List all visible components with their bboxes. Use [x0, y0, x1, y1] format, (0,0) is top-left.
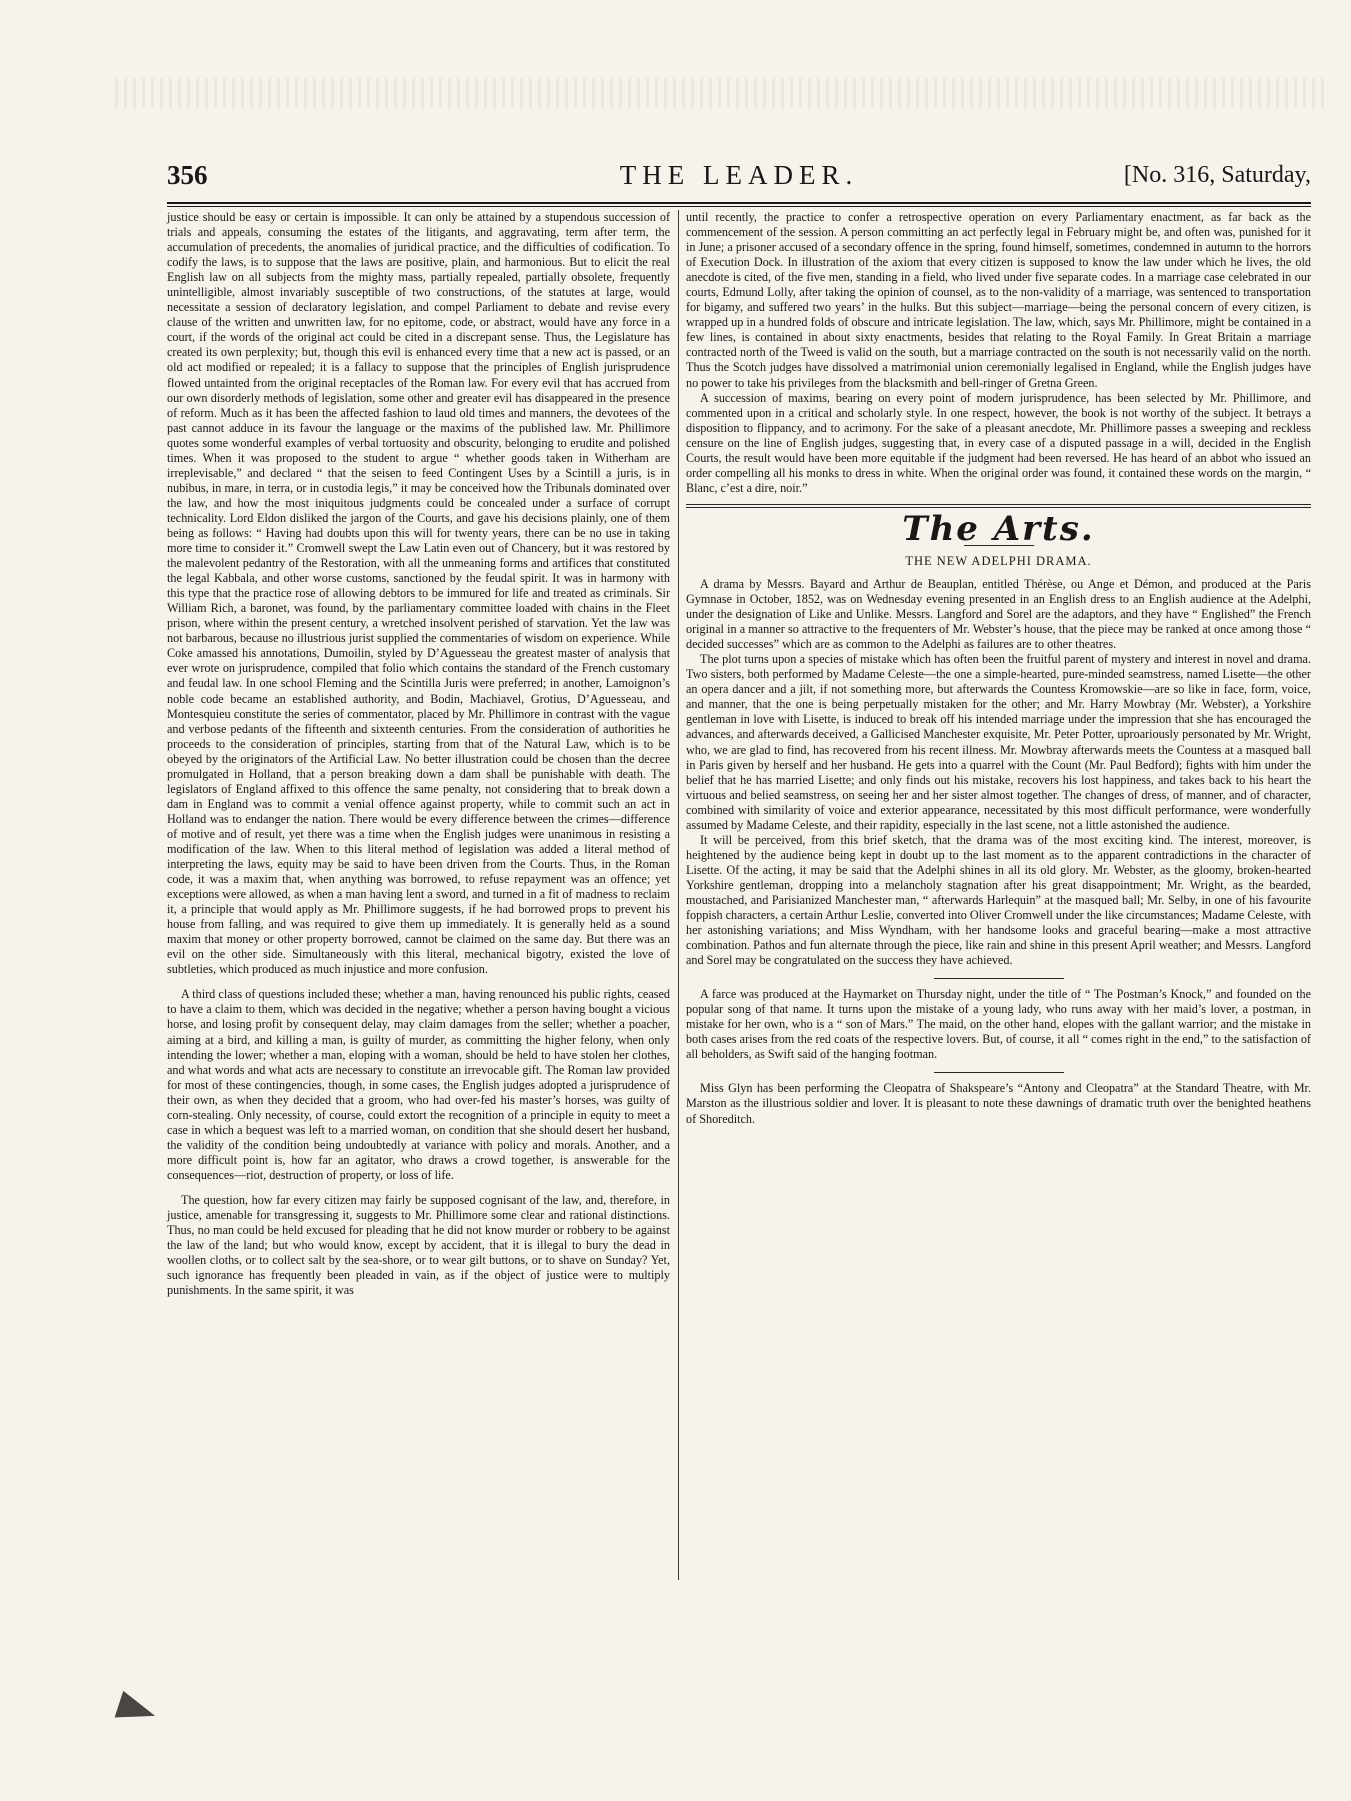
header-rule-thin	[167, 206, 1311, 207]
left-paragraph: justice should be easy or certain is impossible. It can only be attained by a stupendous succession of trials and appeals, consuming the estates of the litigants, and aggravating, term after term, the accumulation of precedents, the anomalies of juridical practice, and the difficulties of codification. To codify the laws, is to suppose that the laws are positive, plain, and harmonious. But to elicit the real English law on all subjects from the mighty mass, partially repealed, partially obsolete, frequently unintelligible, almost invariably susceptible of two constructions, of the statutes at large, would necessitate a session of declaratory legislation, and compel Parliament to debate and revise every clause of the written and unwritten law, for no epitome, code, or abstract, would have any force in a court, if the words of the original act could be cited in a discrepant sense. Thus, the Legislature has created its own perplexity; but, though this evil is enhanced every time that a new act is passed, or an old act modified or repealed; it is a fallacy to suppose that the principles of English jurisprudence flowed untainted from the original receptacles of the Roman law. For every evil that has accrued from our own disorderly methods of legislation, some other and greater evil has disappeared in the presence of reform. Much as it has been the affected fashion to laud old times and manners, the devotees of the past cannot adduce in its favour the language or the maxims of the published law. Mr. Phillimore quotes some wonderful examples of verbal tortuosity and obscurity, belonging to erudite and polished times. When it was proposed to the student to argue “ whether goods taken in Witherham are irreplevisable,” and declared “ that the seisen to feed Contingent Uses by a Scintill a juris, is in nubibus, in mare, in terra, or in custodia legis,” it may be conceived how the Tribunals dominated over the law, and how the most iniquitous judgments could be concealed under a surface of corrupt technicality. Lord Eldon disliked the jargon of the Courts, and gave his decisions plainly, one of them being as follows: “ Having had doubts upon this will for twenty years, there can be no use in taking more time to consider it.” Cromwell swept the Law Latin even out of Chancery, but it was restored by the malevolent pedantry of the Restoration, with all the unmeaning forms and artifices that constituted the legal Kabbala, and other worse customs, sanctioned by the feudal spirit. It was in harmony with this type that the practice rose of allowing debtors to be immured for life and treated as criminals. Sir William Rich, a baronet, was found, by the parliamentary committee loaded with chains in the Fleet prison, where within the present century, a wretched insolvent perished of starvation. Yet the law was not barbarous, because no illustrious jurist supplied the commentaries of wisdom on experience. While Coke amassed his annotations, Dumoilin, styled by D’Aguesseau the greatest master of analysis that ever wrote on jurisprudence, compiled that folio which contains the standard of the French customary and feudal law. In one school Fleming and the Scintilla Juris were preferred; in another, Lamoignon’s noble code became an established authority, and Bodin, Machiavel, Grotius, D’Aguesseau, and Montesquieu constitute the series of commentator, placed by Mr. Phillimore in contrast with the vague and verbose pedants of the fifteenth and sixteenth centuries. From the consideration of authorities he proceeds to the consideration of principles, starting from that of the Natural Law, which is to be obeyed by the originators of the Artificial Law. No better illustration could be chosen than the decree promulgated in Holland, that a person breaking down a dam shall be punishable with death. The legislators of England affixed to this offence the same penalty, not considering that to break down a dam in England was to commit a venial offence against property, while to commit such an act in Holland was to endanger the nation. There would be every difference between the crimes—difference of motive and of result, yet there was a time when the English judges were unanimous in resisting a modification of the law. When to this literal method of legislation was added a literal method of interpreting the laws, equity may be said to have been driven from the Courts. Thus, in the Roman code, it was a maxim that, when anything was borrowed, to refuse repayment was an offence; yet exceptions were allowed, as when a man having lent a sword, and turned in a fit of madness to reclaim it, a principle that would apply as Mr. Phillimore suggests, if he had borrowed props to prevent his house from falling, and was required to give them up immediately. It is generally held as a sound maxim that money or other property borrowed, cannot be claimed on the same day. But there was an evil on the other side. Simultaneously with this literal, mechanical bigotry, existed the love of subtleties, which produced as much injustice and more confusion.	[167, 210, 670, 977]
glyn-paragraph: Miss Glyn has been performing the Cleopatra of Shakspeare’s “Antony and Cleopatra” at the Standard Theatre, with Mr. Marston as the illustrious soldier and lover. It is pleasant to note these dawnings of dramatic truth over the benighted heathens of Shoreditch.	[686, 1081, 1311, 1126]
separator-rule	[934, 1072, 1064, 1073]
article-paragraph: A drama by Messrs. Bayard and Arthur de Beauplan, entitled Thérèse, ou Ange et Démon, and produced at the Paris Gymnase in October, 1852, was on Wednesday evening presented in an English dress to an English audience at the Adelphi, under the designation of Like and Unlike. Messrs. Langford and Sorel are the adaptors, and they have “ Englished” the French original in a manner so attractive to the frequenters of Mr. Webster’s house, that the piece may be ranked at once among those “ decided successes” which are as common to the Adelphi as failures are to other theatres.	[686, 576, 1311, 652]
farce-paragraph: A farce was produced at the Haymarket on Thursday night, under the title of “ The Postman’s Knock,” and founded on the popular song of that name. It turns upon the mistake of a young lady, who runs away with her maid’s lover, a postman, in mistake for her own, who is a “ son of Mars.” The maid, on the other hand, elopes with the gallant warrior; and the mistake in both cases arises from the red coats of the respective lovers. But, of course, it all “ comes right in the end,” to the satisfaction of all beholders, as Swift said of the hanging footman.	[686, 987, 1311, 1062]
section-title: The Arts.	[902, 508, 1095, 549]
page-header	[167, 160, 1311, 200]
scan-corner-mark	[115, 1691, 160, 1729]
section-rule	[686, 504, 1311, 505]
header-rule	[167, 202, 1311, 204]
left-paragraph: The question, how far every citizen may fairly be supposed cognisant of the law, and, therefore, in justice, amenable for transgressing it, suggests to Mr. Phillimore some clear and rational distinctions. Thus, no man could be held excused for pleading that he did not know murder or robbery to be against the law of the land; but who would know, except by accident, that it is illegal to bury the dead in woollen cloths, or to collect salt by the sea-shore, or to wear gilt buttons, or to shave on Sunday? Yet, such ignorance has frequently been pleaded in vain, as if the object of justice were to multiply punishments. In the same spirit, it was	[167, 1193, 670, 1298]
left-paragraph: A third class of questions included these; whether a man, having renounced his public rights, ceased to have a claim to them, which was decided in the negative; whether a person having bought a vicious horse, and losing profit by consequent delay, may claim damages from the seller; whether a poacher, aiming at a bird, and killing a man, is guilty of murder, as committing the higher felony, when only intending the lower; whether a man, eloping with a woman, should be held to have stolen her clothes, and what words and what acts are necessary to constitute an irrevocable gift. The Roman law provided for most of these contingencies, though, in some cases, the English judges adopted a jurisprudence of their own, as when they decided that a groom, who had over-fed his master’s horses, was guilty of corn-stealing. Only necessity, of course, could extort the recognition of a principle in equity to meet a case in which a bequest was left to a married woman, on condition that she should desert her husband, the validity of the condition being undoubtedly at variance with policy and morals. Another, and a more difficult point is, how far an agitator, who draws a crowd together, is answerable for the consequences—riot, destruction of property, or loss of life.	[167, 987, 670, 1182]
article-paragraph: It will be perceived, from this brief sketch, that the drama was of the most exciting kind. The interest, moreover, is heightened by the audience being kept in doubt up to the last moment as to the apparent contradictions in the character of Lisette. Of the acting, it may be said that the Adelphi shines in all its old glory. Mr. Webster, as the gloomy, broken-hearted Yorkshire gentleman, dropping into a melancholy stagnation after his great disappointment; Mr. Wright, as the bearded, moustached, and Parisianized Manchester man, “ afterwards Harlequin” at the masqued ball; Mr. Selby, in one of his favourite foppish characters, a certain Arthur Leslie, converted into Oliver Cromwell under the like circumstances; Madame Celeste, with her astonishing variations; and Miss Wyndham, with her handsome looks and graceful bearing—make a most attractive combination. Pathos and fun alternate through the piece, like rain and shine in this present April weather; and Messrs. Langford and Sorel may be congratulated on the success they have achieved.	[686, 832, 1311, 968]
article-paragraph: The plot turns upon a species of mistake which has often been the fruitful parent of mystery and interest in novel and drama. Two sisters, both performed by Madame Celeste—the one a simple-hearted, pure-minded seamstress, named Lisette—the other an opera dancer and a jilt, if not something more, but afterwards the Countess Kromowskie—are so like in face, form, voice, and manner, that the one is being perpetually mistaken for the other; and Mr. Harry Mowbray (Mr. Webster), a Yorkshire gentleman in love with Lisette, is induced to break off his intended marriage under the impression that she has encouraged the advances, and afterwards deceived, a Gallicised Manchester exquisite, Mr. Peter Potter, uproariously personated by Mr. Wright, who, we are glad to find, has recovered from his recent illness. Mr. Mowbray afterwards meets the Countess at a masqued ball in Paris given by herself and her husband. He gets into a quarrel with the Count (Mr. Paul Bedford); fights with him under the belief that he has married Lisette; and only finds out his mistake, recovers his lost happiness, and takes back to his heart the virtuous and belied seamstress, on seeing her and her sister almost together. The changes of dress, of manner, and of character, combined with similarity of voice and exterior appearance, necessitated by this most difficult performance, were wonderfully assumed by Madame Celeste, and their rapidity, especially in the last scene, not a little astonished the audience.	[686, 652, 1311, 832]
right-paragraph: until recently, the practice to confer a retrospective operation on every Parliamentary enactment, as far back as the commencement of the session. A person committing an act perfectly legal in February might be, and often was, punished for it in June; a prisoner accused of a secondary offence in the spring, found himself, sometimes, condemned in autumn to the horrors of Execution Dock. In illustration of the axiom that every citizen is supposed to know the law under which he lives, the old anecdote is cited, of the five men, standing in a field, who lived under five separate codes. In a marriage case celebrated in our courts, Edmund Lolly, after taking the opinion of counsel, as to the non-validity of a marriage, was sentenced to transportation for bigamy, and suffered two years’ in the hulks. But this subject—marriage—being the personal concern of every citizen, is wrapped up in a hundred folds of obscure and intricate legislation. The law, which, says Mr. Phillimore, might be contained in a few lines, is contained in about sixty enactments, besides that relating to the Royal Family. In Great Britain a marriage contracted north of the Tweed is valid on the south, but a marriage contracted on the south is not necessarily valid on the north. Thus the Scotch judges have dissolved a matrimonial union ceremonially legalised in England, while the English judges have no power to take his privileges from the blacksmith and bell-ringer of Gretna Green.	[686, 210, 1311, 390]
issue-info: [No. 316, Saturday,	[1123, 162, 1311, 188]
section-rule-thin	[686, 507, 1311, 508]
article-title: THE NEW ADELPHI DRAMA.	[905, 553, 1092, 568]
left-column	[167, 210, 670, 1298]
right-column-continuation	[686, 210, 1311, 496]
scan-smudge	[115, 78, 1325, 108]
column-divider	[678, 210, 679, 1580]
separator-rule	[934, 978, 1064, 979]
newspaper-title: THE LEADER.	[619, 160, 859, 190]
right-paragraph: A succession of maxims, bearing on every point of modern jurisprudence, has been selected by Mr. Phillimore, and commented upon in a critical and scholarly style. In one respect, however, the book is not worthy of the subject. It betrays a disposition to flippancy, and to acrimony. For the sake of a pleasant anecdote, Mr. Phillimore passes a sweeping and reckless censure on the line of English judges, suggesting that, in every case of a disputed passage in a will, decided in the English Courts, the result would have been more equitable if the judgment had been reversed. He has heard of an abbot who issued an order compelling all his monks to dress in white. When the original order was found, it contained these words on the margin, “ Blanc, c’est a dire, noir.”	[686, 390, 1311, 495]
right-column	[686, 210, 1311, 1127]
page-number: 356	[167, 160, 208, 190]
